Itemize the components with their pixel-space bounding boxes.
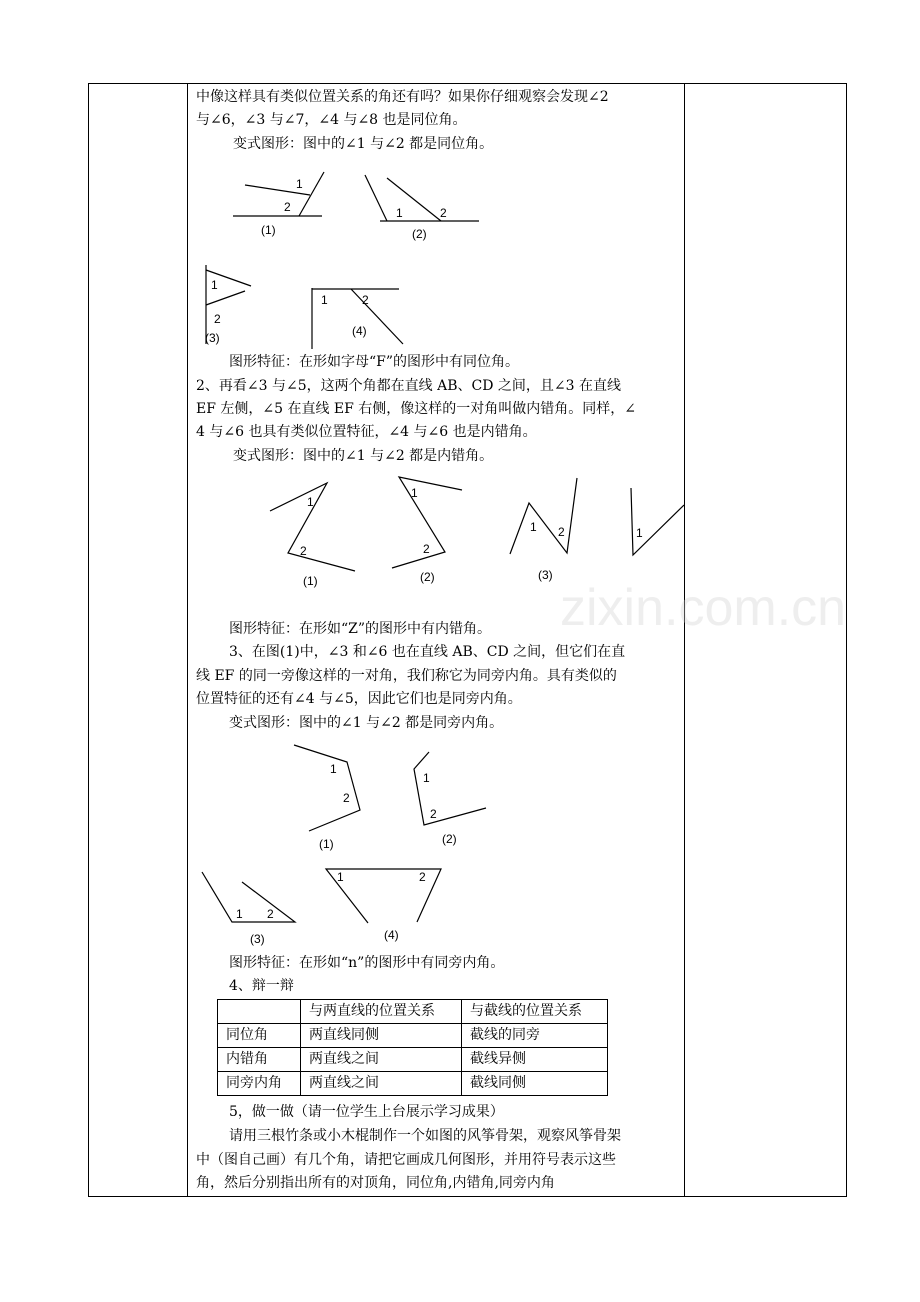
figure-corresponding-4 bbox=[312, 288, 403, 349]
paragraph: 角，然后分别指出所有的对顶角，同位角,内错角,同旁内角 bbox=[196, 1175, 555, 1191]
paragraph: 5，做一做（请一位学生上台展示学习成果） bbox=[229, 1104, 504, 1120]
paragraph: 变式图形：图中的∠1 与∠2 都是同旁内角。 bbox=[229, 715, 504, 731]
paragraph: 图形特征：在形如“n”的图形中有同旁内角。 bbox=[229, 955, 505, 971]
table-cell: 截线异侧 bbox=[462, 1048, 608, 1072]
table-cell: 两直线同侧 bbox=[301, 1024, 462, 1048]
figure-alternate-4 bbox=[631, 488, 684, 555]
alternate-angles-figures bbox=[187, 473, 684, 593]
angle-label-1: 1 bbox=[211, 278, 218, 292]
angle-label-1: 1 bbox=[337, 870, 344, 884]
corresponding-angles-figures bbox=[187, 163, 684, 353]
paragraph: 变式图形：图中的∠1 与∠2 都是内错角。 bbox=[233, 448, 494, 464]
figure-caption: (2) bbox=[442, 832, 457, 846]
table-row bbox=[218, 1024, 608, 1048]
angle-label-1: 1 bbox=[330, 762, 337, 776]
angle-label-2: 2 bbox=[430, 807, 437, 821]
figure-corresponding-3 bbox=[205, 265, 251, 345]
angle-label-2: 2 bbox=[214, 312, 221, 326]
table-cell: 截线的同旁 bbox=[462, 1024, 608, 1048]
angle-label-1: 1 bbox=[296, 177, 303, 191]
column-divider-right bbox=[684, 84, 685, 1196]
angle-label-1: 1 bbox=[636, 526, 643, 540]
angle-label-1: 1 bbox=[396, 206, 403, 220]
figure-corresponding-2 bbox=[365, 175, 479, 241]
angle-label-1: 1 bbox=[307, 495, 314, 509]
figure-caption: (3) bbox=[538, 568, 553, 582]
figure-alternate-3 bbox=[510, 478, 577, 582]
angle-label-2: 2 bbox=[558, 525, 565, 539]
figure-alternate-1 bbox=[270, 483, 355, 588]
angle-label-2: 2 bbox=[300, 544, 307, 558]
paragraph: 4 与∠6 也具有类似位置特征，∠4 与∠6 也是内错角。 bbox=[196, 424, 537, 440]
table-cell: 两直线之间 bbox=[301, 1048, 462, 1072]
paragraph: 变式图形：图中的∠1 与∠2 都是同位角。 bbox=[233, 136, 494, 152]
angle-comparison-table bbox=[217, 999, 608, 1096]
figure-caption: (1) bbox=[261, 223, 276, 237]
angle-label-2: 2 bbox=[440, 206, 447, 220]
figure-caption: (4) bbox=[384, 928, 399, 942]
table-header-row bbox=[218, 1000, 608, 1024]
paragraph: 位置特征的还有∠4 与∠5，因此它们也是同旁内角。 bbox=[196, 691, 522, 707]
table-row bbox=[218, 1048, 608, 1072]
table-cell: 与截线的位置关系 bbox=[462, 1000, 608, 1024]
angle-label-1: 1 bbox=[423, 771, 430, 785]
figure-alternate-2 bbox=[392, 477, 462, 584]
angle-label-1: 1 bbox=[530, 520, 537, 534]
figure-cointerior-2 bbox=[414, 752, 486, 846]
angle-label-2: 2 bbox=[343, 791, 350, 805]
table-cell: 内错角 bbox=[218, 1048, 301, 1072]
paragraph: 图形特征：在形如“Z”的图形中有内错角。 bbox=[229, 621, 492, 637]
paragraph: 请用三根竹条或小木棍制作一个如图的风筝骨架，观察风筝骨架 bbox=[229, 1128, 621, 1144]
angle-label-1: 1 bbox=[236, 907, 243, 921]
figure-caption: (4) bbox=[352, 324, 367, 338]
table-cell: 同位角 bbox=[218, 1024, 301, 1048]
paragraph: 2、再看∠3 与∠5，这两个角都在直线 AB、CD 之间，且∠3 在直线 bbox=[196, 378, 621, 394]
figure-caption: (3) bbox=[250, 932, 265, 946]
paragraph: 线 EF 的同一旁像这样的一对角，我们称它为同旁内角。具有类似的 bbox=[196, 668, 617, 684]
paragraph: 与∠6，∠3 与∠7，∠4 与∠8 也是同位角。 bbox=[196, 112, 467, 128]
paragraph: 3、在图(1)中，∠3 和∠6 也在直线 AB、CD 之间，但它们在直 bbox=[229, 644, 626, 660]
angle-label-1: 1 bbox=[321, 293, 328, 307]
paragraph: 图形特征：在形如字母“F”的图形中有同位角。 bbox=[229, 354, 520, 370]
watermark: zixin.com.cn bbox=[560, 579, 847, 637]
table-cell: 两直线之间 bbox=[301, 1072, 462, 1096]
paragraph: 4、辩一辩 bbox=[229, 978, 294, 994]
figure-caption: (2) bbox=[420, 570, 435, 584]
paragraph: EF 左侧，∠5 在直线 EF 右侧，像这样的一对角叫做内错角。同样，∠ bbox=[196, 401, 637, 417]
table-cell: 截线同侧 bbox=[462, 1072, 608, 1096]
co-interior-angles-figures bbox=[187, 738, 684, 953]
table-cell: 同旁内角 bbox=[218, 1072, 301, 1096]
angle-label-2: 2 bbox=[423, 542, 430, 556]
table-cell bbox=[218, 1000, 301, 1024]
angle-label-2: 2 bbox=[284, 200, 291, 214]
figure-cointerior-3 bbox=[202, 872, 295, 946]
angle-label-1: 1 bbox=[411, 486, 418, 500]
figure-cointerior-4 bbox=[326, 869, 441, 942]
figure-caption: (2) bbox=[412, 227, 427, 241]
figure-cointerior-1 bbox=[294, 745, 360, 851]
angle-label-2: 2 bbox=[419, 870, 426, 884]
table-cell: 与两直线的位置关系 bbox=[301, 1000, 462, 1024]
lesson-content bbox=[187, 83, 684, 1197]
paragraph: 中像这样具有类似位置关系的角还有吗？如果你仔细观察会发现∠2 bbox=[196, 89, 609, 105]
figure-corresponding-1 bbox=[233, 172, 324, 237]
angle-label-2: 2 bbox=[362, 293, 369, 307]
figure-caption: (1) bbox=[303, 574, 318, 588]
figure-caption: (1) bbox=[319, 837, 334, 851]
figure-caption: (3) bbox=[205, 331, 220, 345]
table-row bbox=[218, 1072, 608, 1096]
paragraph: 中（图自己画）有几个角，请把它画成几何图形，并用符号表示这些 bbox=[196, 1152, 616, 1168]
angle-label-2: 2 bbox=[267, 907, 274, 921]
